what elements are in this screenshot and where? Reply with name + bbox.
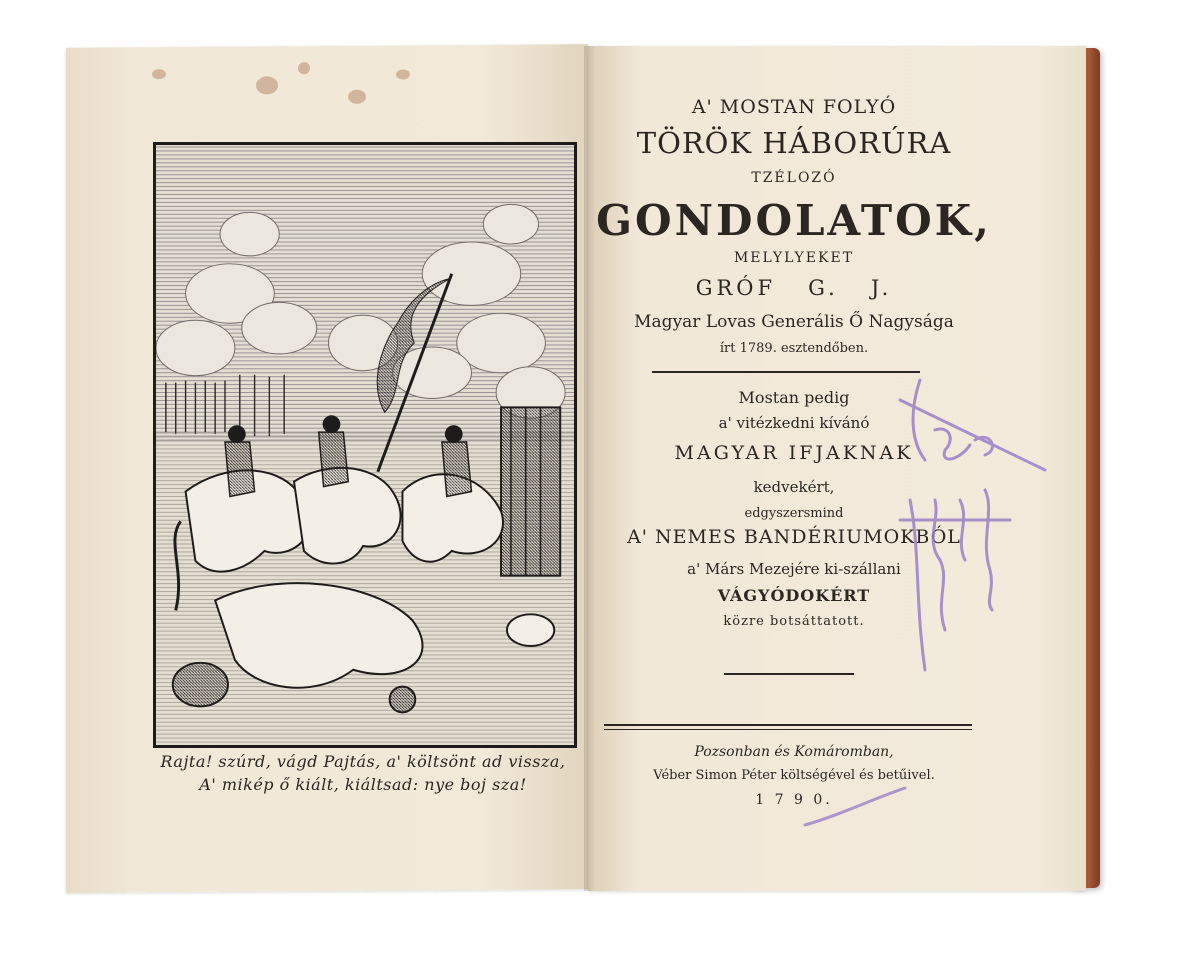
title-rule-2 [724, 673, 854, 675]
purple-pen-stroke [800, 780, 910, 830]
main-title: GONDOLATOK, [596, 196, 992, 245]
imprint-year: 1 7 9 0. [755, 792, 833, 808]
imprint-place: Pozsonban és Komáromban, [694, 744, 894, 760]
foxing-stain [396, 69, 410, 79]
battle-scene-image [156, 145, 574, 745]
title-line-2: TÖRÖK HÁBORÚRA [636, 126, 952, 160]
imprint-printer: Véber Simon Péter költségével és betűivel. [653, 768, 935, 783]
title-line-10: a' vitézkedni kívánó [718, 414, 870, 432]
title-line-13: edgyszersmind [744, 506, 844, 521]
author-line: GRÓF G. J. [695, 276, 893, 300]
title-line-15: a' Márs Mezejére ki-szállani [687, 560, 901, 578]
battle-engraving [153, 142, 577, 748]
foxing-stain [152, 69, 166, 79]
purple-signature-stamp [880, 370, 1050, 680]
title-line-16: VÁGYÓDOKÉRT [717, 586, 871, 605]
foxing-stain [256, 76, 278, 94]
title-line-3: TZÉLOZÓ [751, 170, 837, 186]
title-line-11: MAGYAR IFJAKNAK [674, 442, 914, 464]
foxing-stain [348, 90, 366, 104]
author-title-line: Magyar Lovas Generális Ő Nagysága [634, 312, 954, 332]
written-year-line: írt 1789. esztendőben. [719, 341, 869, 356]
title-line-5: MELYLYEKET [733, 250, 855, 266]
title-line-17: közre botsáttatott. [723, 614, 865, 629]
title-rule-4 [604, 729, 972, 730]
title-rule-3 [604, 724, 972, 726]
title-line-14: A' NEMES BANDÉRIUMOKBÓL [627, 526, 961, 548]
engraving-caption-line-1: Rajta! szúrd, vágd Pajtás, a' költsönt ad vissza, [160, 752, 566, 771]
engraving-caption-line-2: A' mikép ő kiált, kiáltsad: nye boj sza! [199, 775, 527, 794]
title-line-1: A' MOSTAN FOLYÓ [691, 96, 897, 118]
title-line-12: kedvekért, [753, 478, 835, 496]
title-line-9: Mostan pedig [738, 388, 850, 407]
foxing-stain [298, 62, 310, 74]
